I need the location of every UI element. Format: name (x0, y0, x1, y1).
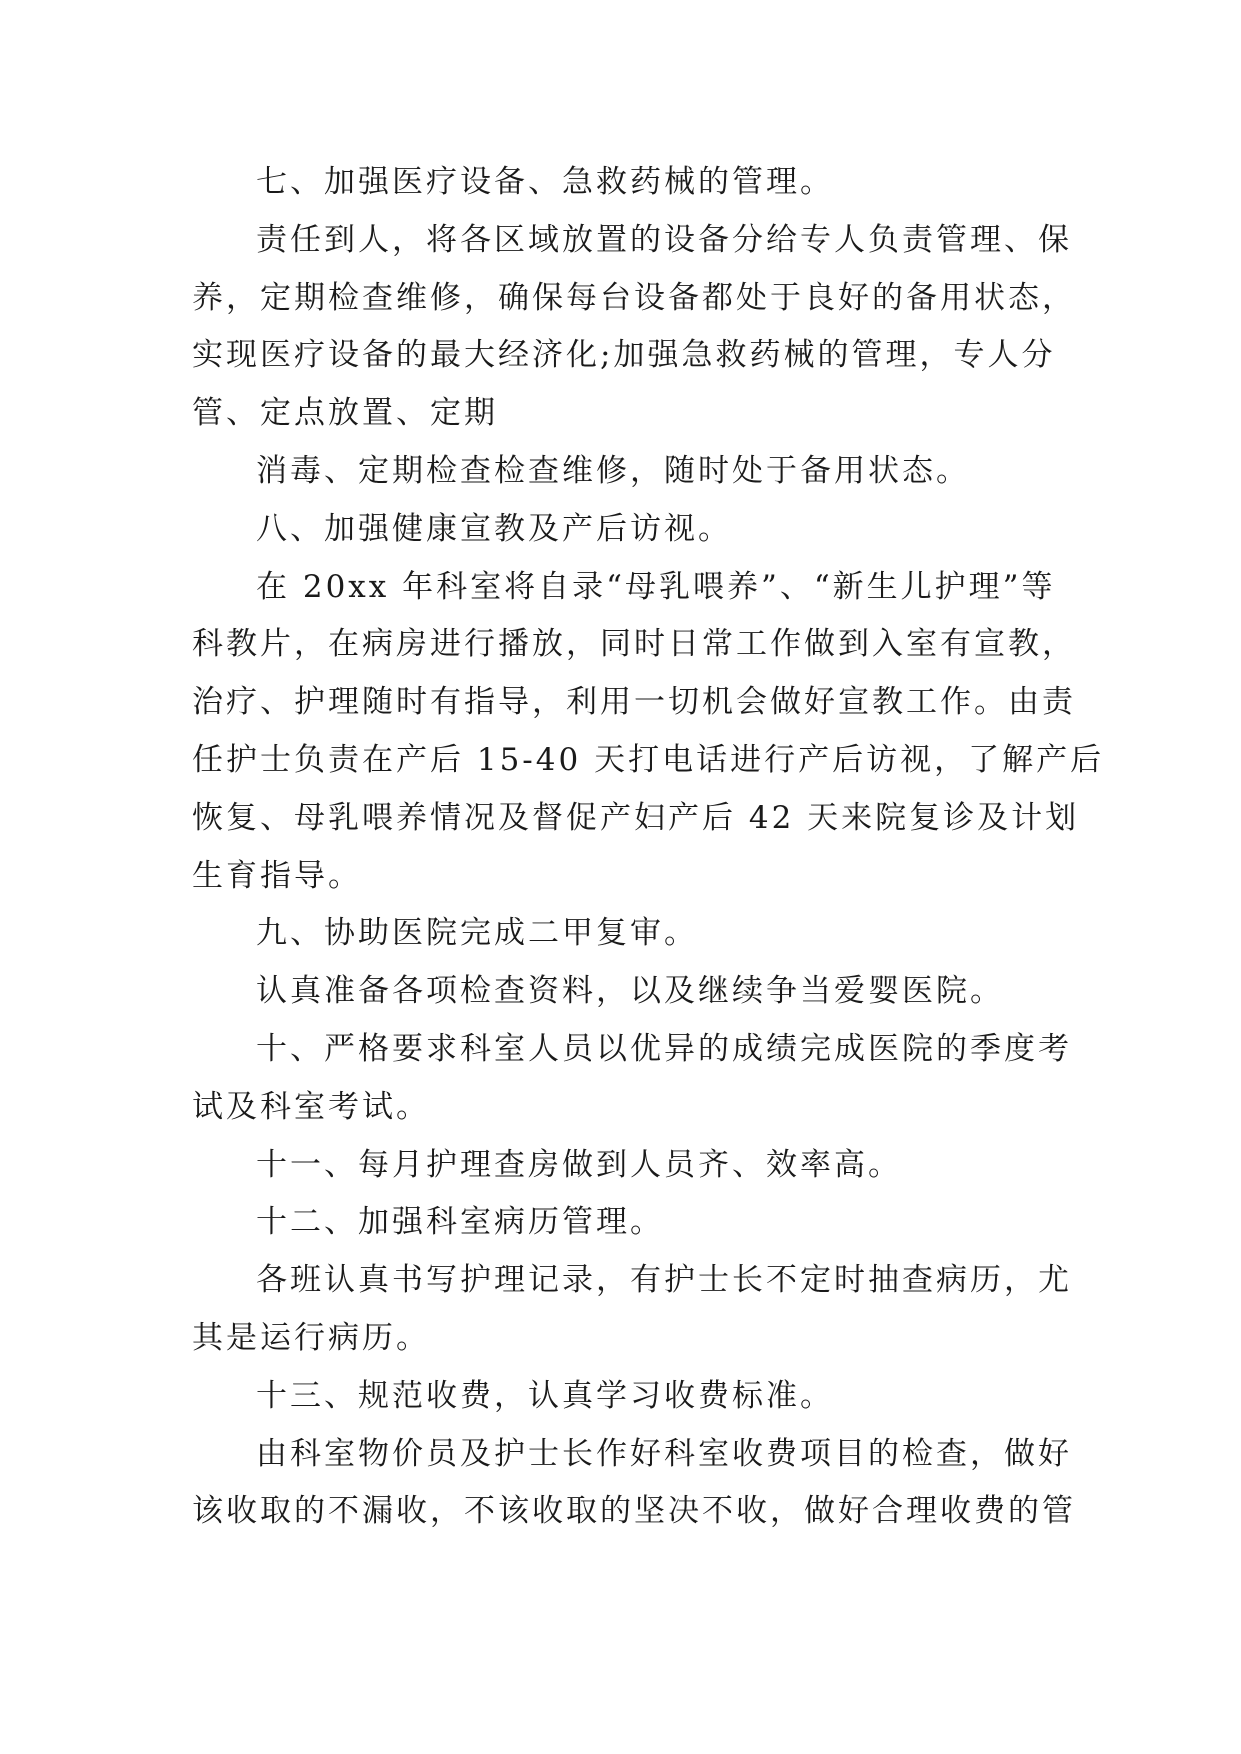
text-line: 各班认真书写护理记录，有护士长不定时抽查病历，尤 (256, 1262, 1072, 1299)
paragraph-section-8-heading (192, 501, 1072, 559)
text-line: 九、协助医院完成二甲复审。 (256, 915, 698, 952)
text-line: 在 20xx 年科室将自录“母乳喂养”、“新生儿护理”等 (256, 568, 1056, 605)
paragraph-equipment-responsibility (192, 212, 1076, 443)
paragraph-review-preparation (192, 963, 1072, 1021)
paragraph-section-9-heading (192, 905, 1072, 963)
paragraph-section-10-heading (192, 1021, 1072, 1137)
text-line: 其是运行病历。 (192, 1319, 430, 1356)
text-line: 十、严格要求科室人员以优异的成绩完成医院的季度考 (256, 1030, 1072, 1067)
text-line: 责任到人，将各区域放置的设备分给专人负责管理、保 (256, 221, 1072, 258)
document-body (192, 154, 1105, 1541)
text-line: 科教片，在病房进行播放，同时日常工作做到入室有宣教， (192, 626, 1076, 663)
text-line: 养，定期检查维修，确保每台设备都处于良好的备用状态， (192, 279, 1076, 316)
text-line: 治疗、护理随时有指导，利用一切机会做好宣教工作。由责 (192, 684, 1076, 721)
text-line: 该收取的不漏收，不该收取的坚决不收，做好合理收费的管 (192, 1493, 1076, 1530)
paragraph-fee-inspection (192, 1426, 1076, 1542)
text-line: 由科室物价员及护士长作好科室收费项目的检查，做好 (256, 1435, 1072, 1472)
text-line: 七、加强医疗设备、急救药械的管理。 (256, 164, 834, 200)
paragraph-disinfection (192, 443, 1072, 501)
text-line: 认真准备各项检查资料，以及继续争当爱婴医院。 (256, 973, 1004, 1010)
paragraph-health-education (192, 559, 1105, 906)
text-line: 十一、每月护理查房做到人员齐、效率高。 (256, 1146, 902, 1183)
text-line: 任护士负责在产后 15-40 天打电话进行产后访视，了解产后 (192, 741, 1105, 778)
text-line: 生育指导。 (192, 857, 362, 894)
text-line: 十三、规范收费，认真学习收费标准。 (256, 1377, 834, 1414)
paragraph-section-12-heading (192, 1194, 1072, 1252)
text-line: 试及科室考试。 (192, 1088, 430, 1125)
text-line: 实现医疗设备的最大经济化;加强急救药械的管理，专人分 (192, 337, 1056, 374)
text-line: 消毒、定期检查检查维修，随时处于备用状态。 (256, 452, 970, 489)
text-line: 八、加强健康宣教及产后访视。 (256, 510, 732, 547)
paragraph-section-13-heading (192, 1368, 1072, 1426)
text-line: 十二、加强科室病历管理。 (256, 1204, 664, 1241)
paragraph-section-11-heading (192, 1137, 1072, 1195)
paragraph-section-7-heading (192, 154, 1072, 212)
text-line: 恢复、母乳喂养情况及督促产妇产后 42 天来院复诊及计划 (192, 799, 1080, 836)
text-line: 管、定点放置、定期 (192, 395, 498, 432)
paragraph-nursing-records (192, 1252, 1072, 1368)
